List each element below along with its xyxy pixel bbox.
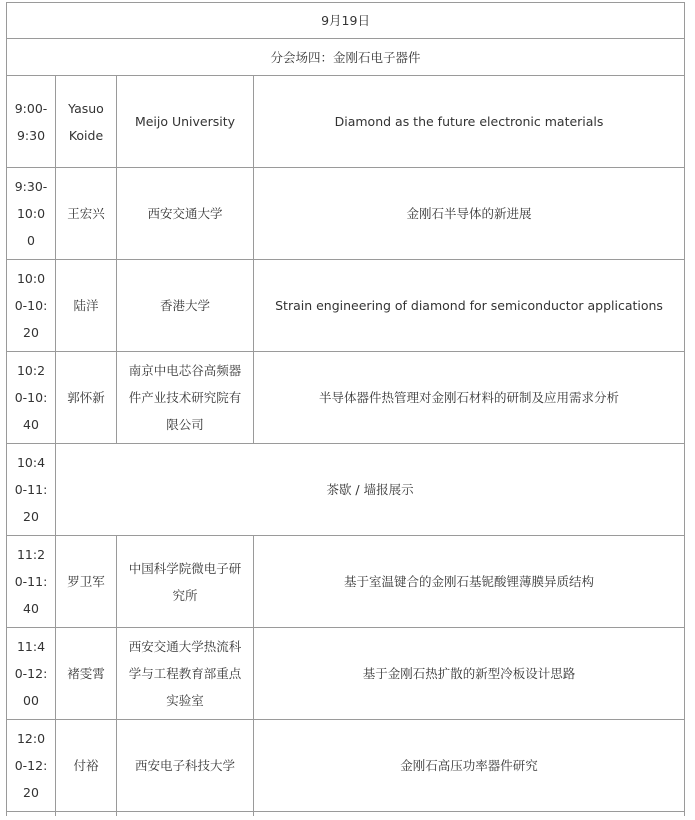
break-label-cell: 茶歇 / 墙报展示 <box>56 444 685 536</box>
time-cell: 12:00-12:20 <box>7 720 56 812</box>
organization-cell: 西安电子科技大学 <box>117 720 254 812</box>
organization-cell: Meijo University <box>117 76 254 168</box>
table-row <box>7 536 685 628</box>
time-cell: 10:00-10:20 <box>7 260 56 352</box>
organization-cell: 香港大学 <box>117 260 254 352</box>
table-row <box>7 720 685 812</box>
time-cell: 11:20-11:40 <box>7 536 56 628</box>
speaker-cell: 褚雯霄 <box>56 628 117 720</box>
table-row-cut-off <box>7 812 685 817</box>
speaker-cell: 郭怀新 <box>56 352 117 444</box>
session-row <box>7 39 685 76</box>
table-row <box>7 628 685 720</box>
talk-title-cell: 基于金刚石热扩散的新型冷板设计思路 <box>254 628 685 720</box>
empty-cell <box>56 812 117 817</box>
table-row <box>7 76 685 168</box>
table-row <box>7 168 685 260</box>
talk-title-cell: Strain engineering of diamond for semiconductor applications <box>254 260 685 352</box>
schedule-table <box>6 2 685 816</box>
break-row <box>7 444 685 536</box>
time-cell: 11:40-12:00 <box>7 628 56 720</box>
time-cell: 10:20-10:40 <box>7 352 56 444</box>
speaker-cell: 罗卫军 <box>56 536 117 628</box>
date-row <box>7 3 685 39</box>
empty-cell <box>7 812 56 817</box>
talk-title-cell: 金刚石半导体的新进展 <box>254 168 685 260</box>
talk-title-cell: 金刚石高压功率器件研究 <box>254 720 685 812</box>
organization-cell: 中国科学院微电子研究所 <box>117 536 254 628</box>
time-cell: 10:40-11:20 <box>7 444 56 536</box>
table-row <box>7 352 685 444</box>
organization-cell: 南京中电芯谷高频器件产业技术研究院有限公司 <box>117 352 254 444</box>
time-cell: 9:00-9:30 <box>7 76 56 168</box>
speaker-cell: 王宏兴 <box>56 168 117 260</box>
talk-title-cell: 基于室温键合的金刚石基铌酸锂薄膜异质结构 <box>254 536 685 628</box>
time-cell: 9:30-10:00 <box>7 168 56 260</box>
empty-cell <box>117 812 254 817</box>
date-heading: 9月19日 <box>7 3 685 39</box>
speaker-cell: 陆洋 <box>56 260 117 352</box>
organization-cell: 西安交通大学 <box>117 168 254 260</box>
empty-cell <box>254 812 685 817</box>
speaker-cell: 付裕 <box>56 720 117 812</box>
session-heading: 分会场四：金刚石电子器件 <box>7 39 685 76</box>
talk-title-cell: Diamond as the future electronic materials <box>254 76 685 168</box>
speaker-cell: Yasuo Koide <box>56 76 117 168</box>
talk-title-cell: 半导体器件热管理对金刚石材料的研制及应用需求分析 <box>254 352 685 444</box>
organization-cell: 西安交通大学热流科学与工程教育部重点实验室 <box>117 628 254 720</box>
table-row <box>7 260 685 352</box>
